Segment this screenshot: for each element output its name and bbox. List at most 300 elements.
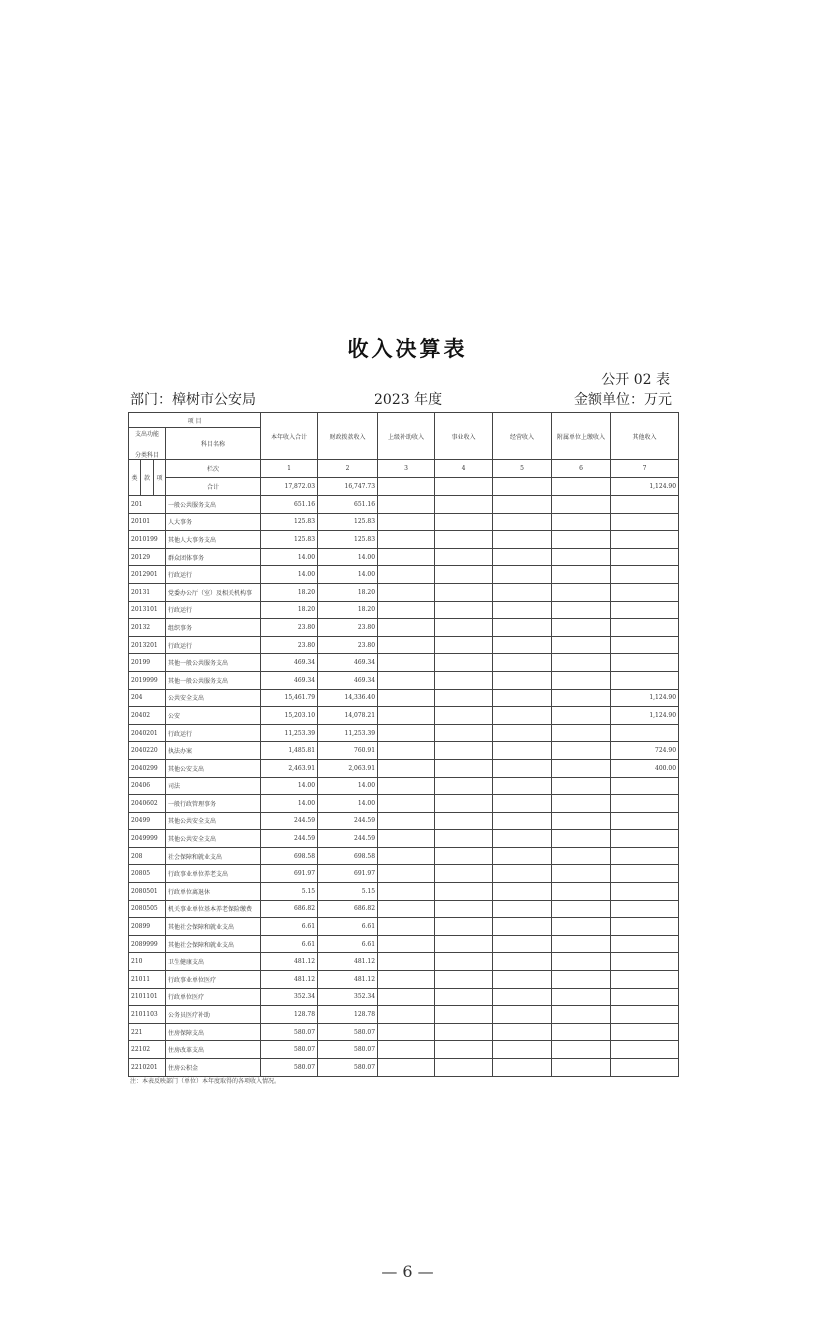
row-subject-name: 住房公积金 bbox=[166, 1059, 261, 1077]
row-fiscal-income: 651.16 bbox=[318, 496, 378, 514]
row-code: 2049999 bbox=[129, 830, 166, 848]
row-code: 2012901 bbox=[129, 566, 166, 584]
header-group: 项 目 bbox=[129, 413, 261, 428]
row-total-income: 5.15 bbox=[261, 883, 318, 901]
row-business-income bbox=[435, 883, 493, 901]
row-total-income: 125.83 bbox=[261, 531, 318, 549]
row-total-income: 244.59 bbox=[261, 812, 318, 830]
row-business-income bbox=[435, 953, 493, 971]
row-fiscal-income: 128.78 bbox=[318, 1006, 378, 1024]
row-affiliate-income bbox=[552, 1006, 611, 1024]
department-label: 部门：樟树市公安局 bbox=[130, 392, 256, 408]
row-business-income bbox=[435, 847, 493, 865]
col-number: 6 bbox=[552, 460, 611, 478]
row-superior-subsidy bbox=[378, 671, 435, 689]
row-code: 2013201 bbox=[129, 636, 166, 654]
row-other-income bbox=[611, 548, 679, 566]
row-other-income bbox=[611, 953, 679, 971]
row-superior-subsidy bbox=[378, 601, 435, 619]
row-operating-income bbox=[493, 531, 552, 549]
row-total-income: 580.07 bbox=[261, 1059, 318, 1077]
row-other-income bbox=[611, 671, 679, 689]
row-superior-subsidy bbox=[378, 830, 435, 848]
row-affiliate-income bbox=[552, 531, 611, 549]
row-business-income bbox=[435, 689, 493, 707]
row-fiscal-income: 244.59 bbox=[318, 830, 378, 848]
row-total-income: 128.78 bbox=[261, 1006, 318, 1024]
row-total-income: 1,485.81 bbox=[261, 742, 318, 760]
row-fiscal-income: 469.34 bbox=[318, 671, 378, 689]
table-row bbox=[129, 654, 679, 672]
row-operating-income bbox=[493, 759, 552, 777]
row-operating-income bbox=[493, 953, 552, 971]
row-operating-income bbox=[493, 513, 552, 531]
col-header: 经营收入 bbox=[493, 413, 552, 460]
row-operating-income bbox=[493, 671, 552, 689]
page-number: — 6 — bbox=[381, 1262, 434, 1281]
row-affiliate-income bbox=[552, 566, 611, 584]
total-cell bbox=[493, 478, 552, 496]
col-header: 财政拨款收入 bbox=[318, 413, 378, 460]
unit-label: 金额单位：万元 bbox=[574, 392, 672, 408]
row-other-income bbox=[611, 583, 679, 601]
table-row bbox=[129, 513, 679, 531]
row-superior-subsidy bbox=[378, 971, 435, 989]
row-affiliate-income bbox=[552, 971, 611, 989]
row-fiscal-income: 6.61 bbox=[318, 918, 378, 936]
table-row bbox=[129, 795, 679, 813]
row-other-income bbox=[611, 1023, 679, 1041]
row-affiliate-income bbox=[552, 900, 611, 918]
table-row bbox=[129, 671, 679, 689]
row-superior-subsidy bbox=[378, 566, 435, 584]
row-other-income bbox=[611, 513, 679, 531]
row-total-income: 481.12 bbox=[261, 953, 318, 971]
row-business-income bbox=[435, 636, 493, 654]
row-subject-name: 行政事业单位养老支出 bbox=[166, 865, 261, 883]
row-code: 20132 bbox=[129, 619, 166, 637]
row-total-income: 15,203.10 bbox=[261, 707, 318, 725]
row-other-income bbox=[611, 1006, 679, 1024]
row-fiscal-income: 469.34 bbox=[318, 654, 378, 672]
row-code: 2010199 bbox=[129, 531, 166, 549]
row-operating-income bbox=[493, 601, 552, 619]
table-row bbox=[129, 496, 679, 514]
row-other-income bbox=[611, 724, 679, 742]
row-code: 2013101 bbox=[129, 601, 166, 619]
table-row bbox=[129, 847, 679, 865]
table-row bbox=[129, 724, 679, 742]
row-operating-income bbox=[493, 566, 552, 584]
row-subject-name: 组织事务 bbox=[166, 619, 261, 637]
row-business-income bbox=[435, 830, 493, 848]
row-code: 221 bbox=[129, 1023, 166, 1041]
row-other-income bbox=[611, 601, 679, 619]
row-superior-subsidy bbox=[378, 742, 435, 760]
col-number: 7 bbox=[611, 460, 679, 478]
row-subject-name: 其他公共安全支出 bbox=[166, 830, 261, 848]
row-total-income: 651.16 bbox=[261, 496, 318, 514]
page-title: 收入决算表 bbox=[347, 336, 468, 361]
row-affiliate-income bbox=[552, 619, 611, 637]
row-total-income: 23.80 bbox=[261, 636, 318, 654]
row-operating-income bbox=[493, 636, 552, 654]
kuan-header: 款 bbox=[141, 460, 154, 496]
row-fiscal-income: 580.07 bbox=[318, 1023, 378, 1041]
col-number: 2 bbox=[318, 460, 378, 478]
row-affiliate-income bbox=[552, 548, 611, 566]
row-other-income bbox=[611, 566, 679, 584]
row-operating-income bbox=[493, 742, 552, 760]
table-row bbox=[129, 601, 679, 619]
row-superior-subsidy bbox=[378, 724, 435, 742]
row-subject-name: 社会保障和就业支出 bbox=[166, 847, 261, 865]
row-operating-income bbox=[493, 900, 552, 918]
row-other-income: 1,124.90 bbox=[611, 707, 679, 725]
row-superior-subsidy bbox=[378, 548, 435, 566]
row-other-income bbox=[611, 865, 679, 883]
row-operating-income bbox=[493, 1059, 552, 1077]
row-other-income bbox=[611, 531, 679, 549]
row-superior-subsidy bbox=[378, 812, 435, 830]
row-subject-name: 机关事业单位基本养老保险缴费 bbox=[166, 900, 261, 918]
row-other-income bbox=[611, 619, 679, 637]
table-row bbox=[129, 1023, 679, 1041]
row-affiliate-income bbox=[552, 654, 611, 672]
row-code: 22102 bbox=[129, 1041, 166, 1059]
row-business-income bbox=[435, 1041, 493, 1059]
row-other-income bbox=[611, 496, 679, 514]
row-operating-income bbox=[493, 988, 552, 1006]
row-fiscal-income: 244.59 bbox=[318, 812, 378, 830]
row-code: 204 bbox=[129, 689, 166, 707]
row-subject-name: 党委办公厅（室）及相关机构事 bbox=[166, 583, 261, 601]
row-superior-subsidy bbox=[378, 988, 435, 1006]
table-row bbox=[129, 531, 679, 549]
row-total-income: 15,461.79 bbox=[261, 689, 318, 707]
row-code: 20402 bbox=[129, 707, 166, 725]
row-business-income bbox=[435, 865, 493, 883]
row-subject-name: 住房改革支出 bbox=[166, 1041, 261, 1059]
row-operating-income bbox=[493, 1041, 552, 1059]
table-row bbox=[129, 619, 679, 637]
row-fiscal-income: 125.83 bbox=[318, 531, 378, 549]
table-row bbox=[129, 566, 679, 584]
report-meta bbox=[130, 389, 672, 409]
row-fiscal-income: 698.58 bbox=[318, 847, 378, 865]
row-operating-income bbox=[493, 583, 552, 601]
row-total-income: 2,463.91 bbox=[261, 759, 318, 777]
row-subject-name: 行政单位医疗 bbox=[166, 988, 261, 1006]
func-code-label-2: 分类科目 bbox=[134, 451, 159, 459]
table-row bbox=[129, 883, 679, 901]
row-business-income bbox=[435, 654, 493, 672]
row-operating-income bbox=[493, 918, 552, 936]
row-superior-subsidy bbox=[378, 883, 435, 901]
row-other-income bbox=[611, 1041, 679, 1059]
row-subject-name: 其他公安支出 bbox=[166, 759, 261, 777]
row-superior-subsidy bbox=[378, 496, 435, 514]
row-other-income bbox=[611, 830, 679, 848]
total-cell bbox=[552, 478, 611, 496]
row-fiscal-income: 18.20 bbox=[318, 583, 378, 601]
row-superior-subsidy bbox=[378, 935, 435, 953]
table-row bbox=[129, 707, 679, 725]
income-table bbox=[128, 412, 679, 1077]
row-code: 210 bbox=[129, 953, 166, 971]
row-total-income: 481.12 bbox=[261, 971, 318, 989]
row-operating-income bbox=[493, 865, 552, 883]
row-other-income bbox=[611, 777, 679, 795]
table-row bbox=[129, 636, 679, 654]
row-business-income bbox=[435, 988, 493, 1006]
row-subject-name: 其他社会保障和就业支出 bbox=[166, 935, 261, 953]
row-other-income bbox=[611, 971, 679, 989]
row-subject-name: 住房保障支出 bbox=[166, 1023, 261, 1041]
row-other-income bbox=[611, 988, 679, 1006]
row-affiliate-income bbox=[552, 496, 611, 514]
row-affiliate-income bbox=[552, 1023, 611, 1041]
row-operating-income bbox=[493, 619, 552, 637]
row-fiscal-income: 14,336.40 bbox=[318, 689, 378, 707]
row-other-income bbox=[611, 918, 679, 936]
row-business-income bbox=[435, 671, 493, 689]
row-other-income bbox=[611, 900, 679, 918]
row-affiliate-income bbox=[552, 1059, 611, 1077]
row-code: 2080505 bbox=[129, 900, 166, 918]
row-other-income bbox=[611, 847, 679, 865]
row-total-income: 691.97 bbox=[261, 865, 318, 883]
row-subject-name: 一般公共服务支出 bbox=[166, 496, 261, 514]
row-total-income: 11,253.39 bbox=[261, 724, 318, 742]
row-business-income bbox=[435, 777, 493, 795]
table-row bbox=[129, 777, 679, 795]
row-subject-name: 行政运行 bbox=[166, 601, 261, 619]
row-code: 2101101 bbox=[129, 988, 166, 1006]
total-cell: 16,747.73 bbox=[318, 478, 378, 496]
table-row bbox=[129, 583, 679, 601]
row-total-income: 14.00 bbox=[261, 795, 318, 813]
row-subject-name: 其他一般公共服务支出 bbox=[166, 671, 261, 689]
table-row bbox=[129, 689, 679, 707]
row-superior-subsidy bbox=[378, 900, 435, 918]
row-other-income bbox=[611, 935, 679, 953]
table-row bbox=[129, 830, 679, 848]
col-header: 附属单位上缴收入 bbox=[552, 413, 611, 460]
row-operating-income bbox=[493, 812, 552, 830]
row-operating-income bbox=[493, 654, 552, 672]
row-fiscal-income: 14.00 bbox=[318, 566, 378, 584]
row-code: 2101103 bbox=[129, 1006, 166, 1024]
row-superior-subsidy bbox=[378, 707, 435, 725]
row-affiliate-income bbox=[552, 724, 611, 742]
row-total-income: 14.00 bbox=[261, 566, 318, 584]
row-business-income bbox=[435, 795, 493, 813]
total-cell bbox=[435, 478, 493, 496]
row-affiliate-income bbox=[552, 953, 611, 971]
row-subject-name: 卫生健康支出 bbox=[166, 953, 261, 971]
row-affiliate-income bbox=[552, 759, 611, 777]
row-business-income bbox=[435, 1006, 493, 1024]
row-superior-subsidy bbox=[378, 918, 435, 936]
row-superior-subsidy bbox=[378, 1059, 435, 1077]
col-header: 其他收入 bbox=[611, 413, 679, 460]
row-fiscal-income: 352.34 bbox=[318, 988, 378, 1006]
row-affiliate-income bbox=[552, 513, 611, 531]
row-affiliate-income bbox=[552, 1041, 611, 1059]
lanci-label: 栏次 bbox=[166, 460, 261, 478]
row-code: 2089999 bbox=[129, 935, 166, 953]
total-label: 合计 bbox=[166, 478, 261, 496]
row-other-income bbox=[611, 795, 679, 813]
row-fiscal-income: 5.15 bbox=[318, 883, 378, 901]
row-fiscal-income: 125.83 bbox=[318, 513, 378, 531]
row-business-income bbox=[435, 496, 493, 514]
row-superior-subsidy bbox=[378, 1041, 435, 1059]
row-code: 2040201 bbox=[129, 724, 166, 742]
row-fiscal-income: 580.07 bbox=[318, 1059, 378, 1077]
row-affiliate-income bbox=[552, 671, 611, 689]
row-superior-subsidy bbox=[378, 777, 435, 795]
table-row bbox=[129, 812, 679, 830]
total-cell: 1,124.90 bbox=[611, 478, 679, 496]
table-row bbox=[129, 971, 679, 989]
row-operating-income bbox=[493, 496, 552, 514]
footnote: 注：本表反映部门（单位）本年度取得的各项收入情况。 bbox=[130, 1078, 281, 1085]
row-other-income bbox=[611, 812, 679, 830]
row-superior-subsidy bbox=[378, 619, 435, 637]
row-other-income: 724.90 bbox=[611, 742, 679, 760]
row-business-income bbox=[435, 707, 493, 725]
row-affiliate-income bbox=[552, 847, 611, 865]
row-business-income bbox=[435, 742, 493, 760]
form-code: 公开 02 表 bbox=[601, 372, 670, 388]
row-other-income bbox=[611, 636, 679, 654]
row-total-income: 6.61 bbox=[261, 935, 318, 953]
row-subject-name: 执法办案 bbox=[166, 742, 261, 760]
row-business-income bbox=[435, 531, 493, 549]
row-code: 20899 bbox=[129, 918, 166, 936]
row-subject-name: 公务员医疗补助 bbox=[166, 1006, 261, 1024]
table-row bbox=[129, 548, 679, 566]
row-business-income bbox=[435, 900, 493, 918]
row-affiliate-income bbox=[552, 601, 611, 619]
col-header: 上级补助收入 bbox=[378, 413, 435, 460]
row-fiscal-income: 481.12 bbox=[318, 953, 378, 971]
row-operating-income bbox=[493, 883, 552, 901]
table-row bbox=[129, 759, 679, 777]
row-fiscal-income: 481.12 bbox=[318, 971, 378, 989]
row-code: 20406 bbox=[129, 777, 166, 795]
table-row bbox=[129, 742, 679, 760]
row-affiliate-income bbox=[552, 865, 611, 883]
row-business-income bbox=[435, 812, 493, 830]
row-fiscal-income: 23.80 bbox=[318, 636, 378, 654]
row-affiliate-income bbox=[552, 812, 611, 830]
row-total-income: 125.83 bbox=[261, 513, 318, 531]
row-total-income: 352.34 bbox=[261, 988, 318, 1006]
row-fiscal-income: 580.07 bbox=[318, 1041, 378, 1059]
row-fiscal-income: 6.61 bbox=[318, 935, 378, 953]
row-other-income bbox=[611, 883, 679, 901]
row-total-income: 6.61 bbox=[261, 918, 318, 936]
xiang-header: 项 bbox=[154, 460, 166, 496]
row-code: 20129 bbox=[129, 548, 166, 566]
table-row bbox=[129, 918, 679, 936]
row-affiliate-income bbox=[552, 707, 611, 725]
row-operating-income bbox=[493, 1023, 552, 1041]
row-total-income: 469.34 bbox=[261, 671, 318, 689]
row-business-income bbox=[435, 1023, 493, 1041]
row-subject-name: 行政运行 bbox=[166, 636, 261, 654]
row-superior-subsidy bbox=[378, 531, 435, 549]
row-fiscal-income: 18.20 bbox=[318, 601, 378, 619]
row-code: 21011 bbox=[129, 971, 166, 989]
row-affiliate-income bbox=[552, 935, 611, 953]
row-total-income: 23.80 bbox=[261, 619, 318, 637]
row-total-income: 580.07 bbox=[261, 1041, 318, 1059]
row-other-income bbox=[611, 1059, 679, 1077]
row-total-income: 18.20 bbox=[261, 583, 318, 601]
header-row-lanci bbox=[129, 460, 679, 478]
row-code: 2040220 bbox=[129, 742, 166, 760]
row-subject-name: 行政运行 bbox=[166, 566, 261, 584]
lei-header: 类 bbox=[129, 460, 141, 496]
table-row bbox=[129, 953, 679, 971]
row-total-income: 469.34 bbox=[261, 654, 318, 672]
row-subject-name: 行政单位离退休 bbox=[166, 883, 261, 901]
row-code: 2040602 bbox=[129, 795, 166, 813]
row-total-income: 18.20 bbox=[261, 601, 318, 619]
row-other-income: 1,124.90 bbox=[611, 689, 679, 707]
row-business-income bbox=[435, 566, 493, 584]
row-code: 20805 bbox=[129, 865, 166, 883]
row-superior-subsidy bbox=[378, 865, 435, 883]
row-subject-name: 行政运行 bbox=[166, 724, 261, 742]
row-subject-name: 行政事业单位医疗 bbox=[166, 971, 261, 989]
row-business-income bbox=[435, 601, 493, 619]
row-fiscal-income: 23.80 bbox=[318, 619, 378, 637]
subject-name-header: 科目名称 bbox=[166, 428, 261, 460]
row-total-income: 686.82 bbox=[261, 900, 318, 918]
row-subject-name: 其他一般公共服务支出 bbox=[166, 654, 261, 672]
row-affiliate-income bbox=[552, 795, 611, 813]
row-fiscal-income: 14,078.21 bbox=[318, 707, 378, 725]
total-row bbox=[129, 478, 679, 496]
col-number: 3 bbox=[378, 460, 435, 478]
row-fiscal-income: 686.82 bbox=[318, 900, 378, 918]
func-code-header bbox=[129, 428, 166, 460]
row-operating-income bbox=[493, 847, 552, 865]
row-business-income bbox=[435, 619, 493, 637]
row-operating-income bbox=[493, 689, 552, 707]
table-row bbox=[129, 900, 679, 918]
row-superior-subsidy bbox=[378, 847, 435, 865]
col-number: 4 bbox=[435, 460, 493, 478]
row-subject-name: 其他人大事务支出 bbox=[166, 531, 261, 549]
row-superior-subsidy bbox=[378, 795, 435, 813]
col-header: 事业收入 bbox=[435, 413, 493, 460]
row-code: 20131 bbox=[129, 583, 166, 601]
row-fiscal-income: 11,253.39 bbox=[318, 724, 378, 742]
row-operating-income bbox=[493, 724, 552, 742]
row-operating-income bbox=[493, 830, 552, 848]
row-business-income bbox=[435, 513, 493, 531]
row-subject-name: 公安 bbox=[166, 707, 261, 725]
row-fiscal-income: 691.97 bbox=[318, 865, 378, 883]
row-operating-income bbox=[493, 1006, 552, 1024]
row-code: 20499 bbox=[129, 812, 166, 830]
